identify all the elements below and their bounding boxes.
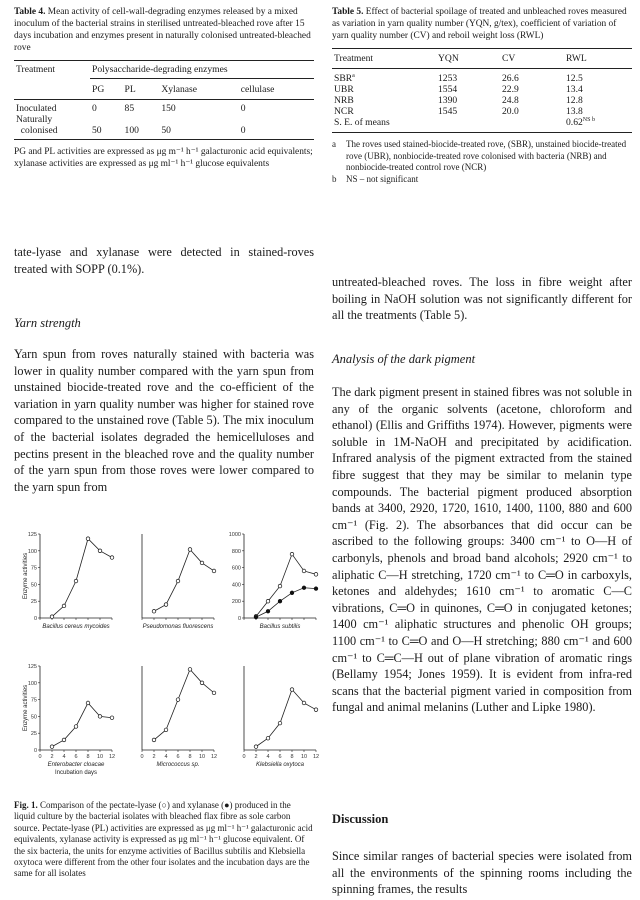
- figure1: [14, 528, 320, 798]
- y-tick-label: 1000: [228, 532, 241, 538]
- y-tick-label: 0: [33, 748, 37, 754]
- data-point: [152, 738, 156, 742]
- figure1-panel-svg: [126, 528, 216, 656]
- data-point: [110, 716, 114, 720]
- series-line: [256, 588, 316, 617]
- data-point: [212, 691, 216, 695]
- data-point: [62, 604, 66, 608]
- table4-cell: 0: [240, 103, 246, 114]
- x-tick-label: 12: [210, 754, 218, 760]
- table4-cell: 50: [161, 125, 171, 136]
- left-paragraph-2: Yarn spun from roves naturally stained with bacteria was lower in quality number compared with the yarn spun from unstained biocide-treated rove and the co-efficient of the variation in yarn quality number was higher for stained rove compared to the unstained rove (Table 5). The mix inoculum of the bacterial isolates degraded the hemicelluloses and pectins present in the bleached rove and the quality number of the yarn spun from those roves were lower compared to the yarn spun from: [14, 347, 314, 494]
- y-tick-label: 75: [30, 697, 37, 704]
- table5-row: [332, 84, 632, 95]
- x-tick-label: 10: [96, 754, 104, 760]
- x-tick-label: 0: [242, 754, 246, 760]
- table4-subcol-xylanase: Xylanase: [159, 79, 238, 96]
- data-point: [152, 609, 156, 613]
- table5-cell: 26.6: [502, 73, 519, 84]
- x-tick-label: 12: [108, 754, 116, 760]
- table5-row: [332, 106, 632, 117]
- x-axis-label: Incubation days: [54, 770, 98, 776]
- table5-row-label: SBR: [334, 73, 353, 85]
- y-tick-label: 25: [30, 599, 37, 606]
- table4-footnote: PG and PL activities are expressed as μg m⁻¹ h⁻¹ galacturonic acid equivalents; xylanase activities are expressed as μg ml⁻¹ h⁻¹ glucose equivalents: [14, 147, 313, 169]
- x-tick-label: 2: [254, 754, 258, 760]
- x-tick-label: 10: [198, 754, 206, 760]
- data-point: [74, 579, 78, 583]
- x-tick-label: 0: [140, 754, 144, 760]
- table4-cell: 0: [92, 103, 97, 114]
- data-point: [164, 728, 168, 732]
- data-point: [314, 573, 318, 577]
- table5-row-sup: a: [352, 73, 355, 79]
- data-point: [50, 745, 54, 749]
- table4-subcol-cellulase: cellulase: [239, 79, 314, 96]
- data-point: [266, 609, 270, 613]
- panel-title: Pseudomonas fluorescens: [142, 624, 214, 630]
- figure1-label: Fig. 1.: [14, 800, 38, 810]
- series-line: [154, 549, 214, 611]
- heading-discussion: Discussion: [332, 812, 389, 826]
- table5-caption-text: Effect of bacterial spoilage of treated and unbleached roves measured as variation in yarn quality number (YQN, g/tex), coefficient of variation of yarn quality number (CV) and reboil weight loss (RWL): [332, 7, 627, 41]
- data-point: [98, 549, 102, 553]
- table4-caption: [14, 6, 314, 54]
- x-tick-label: 6: [176, 754, 180, 760]
- table5-cell: 24.8: [502, 95, 519, 107]
- table4-cell: 50: [92, 125, 102, 136]
- data-point: [200, 561, 204, 565]
- x-tick-label: 4: [266, 754, 270, 760]
- table5-cell: 1390: [438, 95, 458, 107]
- y-tick-label: 600: [231, 565, 241, 572]
- table5-cell: 22.9: [502, 84, 519, 96]
- table4-cell: 0: [240, 125, 246, 136]
- x-tick-label: 8: [188, 754, 192, 760]
- table5-header: Treatment: [334, 53, 374, 64]
- y-tick-label: 0: [33, 616, 37, 622]
- data-point: [86, 701, 90, 705]
- table5-row: [332, 69, 632, 85]
- heading-dark-pigment: Analysis of the dark pigment: [332, 352, 476, 366]
- data-point: [50, 615, 54, 619]
- data-point: [290, 552, 294, 556]
- data-point: [302, 586, 306, 590]
- table4-caption-text: Mean activity of cell-wall-degrading enzymes released by a mixed inoculum of the bacterial strains in sterilised untreated-bleached rove after 15 days incubation and enzymes present in naturally colonised untreated-bleached rove: [14, 7, 311, 53]
- table4-grid: [14, 60, 314, 140]
- x-tick-label: 12: [312, 754, 320, 760]
- data-point: [278, 584, 282, 588]
- table5-footnotes: [332, 139, 632, 185]
- y-tick-label: 50: [30, 582, 37, 589]
- table5-header: CV: [502, 53, 516, 64]
- data-point: [314, 708, 318, 712]
- y-tick-label: 800: [231, 548, 241, 555]
- table5-sem-row: [332, 117, 632, 133]
- data-point: [266, 736, 270, 740]
- y-tick-label: 125: [27, 532, 37, 538]
- table4-col-treatment: Treatment: [16, 64, 56, 75]
- table5-row-label: NCR: [334, 106, 354, 118]
- table5-footnote-a-mark: a: [332, 139, 336, 150]
- panel-title: Bacillus subtilis: [259, 624, 301, 630]
- table5-header: YQN: [438, 53, 459, 64]
- table4-row: [14, 114, 314, 140]
- figure1-panel-svg: [126, 660, 216, 788]
- right-paragraph-1: untreated-bleached roves. The loss in fibre weight after boiling in NaOH solution was not significantly different for all the treatments (Table 5).: [332, 275, 632, 323]
- table4-col-group: Polysaccharide-degrading enzymes: [92, 64, 228, 75]
- table4-label: Table 4.: [14, 7, 46, 17]
- data-point: [176, 579, 180, 583]
- panel-title: Klebsiella oxytoca: [255, 762, 305, 768]
- x-tick-label: 6: [278, 754, 282, 760]
- table4-cell: 100: [124, 125, 139, 136]
- data-point: [98, 715, 102, 719]
- table4-cell: 85: [124, 103, 135, 114]
- x-tick-label: 8: [86, 754, 90, 760]
- table5-cell: 12.8: [566, 95, 583, 107]
- panel-title: Bacillus cereus mycoides: [42, 624, 110, 630]
- y-tick-label: 0: [237, 616, 241, 622]
- table4-row-label: Inoculated: [16, 103, 57, 114]
- panel-title: Micrococcus sp.: [156, 762, 200, 768]
- table5-row: [332, 95, 632, 106]
- right-paragraph-2: The dark pigment present in stained fibres was not soluble in any of the organic solvents (acetone, chloroform and ethanol) (Ellis and Griffiths 1974). However, pigments were soluble in 1M-NaOH and precipitated by acidification. Infrared analysis of the pigment extracted from the stained fibre suggest that they may be similar to melanin type compounds. The bacterial pigment produced absorption bands at 3400, 2920, 1720, 1610, 1400, 1100, 880 and 600 cm⁻¹ (Fig. 2). The absorbances that did occur can be ascribed to the following groups: 3400 cm⁻¹ to O—H of carbonyls, phenols and broad band alcohols; 2920 cm⁻¹ to aliphatic C—H stretching, 1720 cm⁻¹ to C═O in carboxyls, ketones and aldehydes; 1610 cm⁻¹ to aromatic C—C vibrations, C═O in quinones, C═O in conjugated ketones; 1400 cm⁻¹ aliphatic structures and phenolic OH groups; 1100 cm⁻¹ to C═O and O—H stretching; 880 cm⁻¹ and 600 cm⁻¹ to C═C—H out of plane vibration of aromatic rings (Bellamy 1954; Jones 1959). It is evident from infra-red scans that the bacterial pigment varied in composition from fungal and animal melanins (Luther and Lipke 1980).: [332, 385, 632, 715]
- data-point: [290, 591, 294, 595]
- figure1-panel: [126, 528, 216, 661]
- figure1-panel: [228, 660, 318, 793]
- table4-row-label: Naturally: [16, 114, 53, 125]
- table5-cell: 13.4: [566, 84, 583, 96]
- panel-title: Enterobacter cloacae: [47, 762, 105, 768]
- table5-header: RWL: [566, 53, 587, 64]
- table4-cell: 150: [161, 103, 176, 114]
- figure1-panel-svg: [228, 660, 318, 788]
- series-line: [154, 669, 214, 740]
- data-point: [254, 615, 258, 619]
- data-point: [278, 721, 282, 725]
- figure1-panel: [126, 660, 216, 793]
- series-line: [256, 690, 316, 747]
- x-tick-label: 10: [300, 754, 308, 760]
- table4-row: [14, 100, 314, 115]
- series-line: [52, 703, 112, 747]
- data-point: [110, 556, 114, 560]
- table4: [14, 6, 314, 170]
- data-point: [188, 668, 192, 672]
- table4-subcol-pl: PL: [123, 79, 160, 96]
- data-point: [164, 603, 168, 607]
- table5-caption: [332, 6, 632, 42]
- data-point: [254, 745, 258, 749]
- data-point: [212, 569, 216, 573]
- table5-sem-sup: NS b: [582, 117, 595, 124]
- figure1-caption-text: Comparison of the pectate-lyase (○) and xylanase (●) produced in the liquid culture by the bacterial isolates with bleached flax fibre as sole carbon source. Pectate-lyase (PL) activities are expressed as μg ml⁻¹ h⁻¹ galacturonic acid equivalents, xylanase activity is expressed as μg ml⁻¹ h⁻¹ glucose equivalent. Of the six bacteria, the units for enzyme activities of Bacillus subtilis and Klebsiella oxytoca were different from the other four isolates and the incubation days are the same for all isolates: [14, 800, 313, 879]
- y-axis-label: Enzyme activities: [23, 552, 29, 600]
- x-tick-label: 2: [152, 754, 156, 760]
- table5: [332, 6, 632, 185]
- table5-cell: 12.5: [566, 73, 583, 84]
- table5-cell: 1554: [438, 84, 458, 96]
- y-tick-label: 50: [30, 714, 37, 721]
- data-point: [302, 701, 306, 705]
- table5-row-label: UBR: [334, 84, 354, 96]
- data-point: [188, 548, 192, 552]
- data-point: [62, 738, 66, 742]
- y-tick-label: 200: [231, 599, 241, 606]
- x-tick-label: 4: [164, 754, 168, 760]
- x-tick-label: 6: [74, 754, 78, 760]
- table5-footnote-b-mark: b: [332, 173, 337, 184]
- series-line: [256, 554, 316, 616]
- figure1-panel-svg: [228, 528, 318, 656]
- table5-cell: 1253: [438, 73, 458, 84]
- figure1-caption: [14, 800, 314, 880]
- right-paragraph-3: Since similar ranges of bacterial species were isolated from all the environments of the spinning rooms including the spinning frames, the results: [332, 849, 632, 897]
- table5-cell: 20.0: [502, 106, 519, 118]
- x-tick-label: 8: [290, 754, 294, 760]
- table5-label: Table 5.: [332, 7, 364, 17]
- table4-row-label2: colonised: [20, 125, 58, 136]
- y-tick-label: 125: [27, 664, 37, 670]
- y-tick-label: 100: [27, 548, 37, 555]
- data-point: [314, 587, 318, 591]
- data-point: [176, 698, 180, 702]
- figure1-panel-svg: [24, 660, 114, 788]
- data-point: [278, 599, 282, 603]
- x-tick-label: 0: [38, 754, 42, 760]
- table5-grid: [332, 48, 632, 133]
- figure1-panel: [24, 660, 114, 793]
- figure1-panel: [24, 528, 114, 661]
- table5-row-label: NRB: [334, 95, 354, 107]
- x-tick-label: 2: [50, 754, 54, 760]
- x-tick-label: 4: [62, 754, 66, 760]
- table5-footnote-a: The roves used stained-biocide-treated rove, (SBR), unstained biocide-treated rove (UBR), nonbiocide-treated rove colonised with bacteria (NRB) and nonbiocide-treated control rove (NCR): [346, 139, 627, 173]
- data-point: [290, 688, 294, 692]
- figure1-panel: [228, 528, 318, 661]
- table5-sem-label: S. E. of means: [334, 117, 390, 129]
- table5-footnote-b: NS – not significant: [346, 173, 419, 184]
- table5-cell: 13.8: [566, 106, 583, 118]
- y-tick-label: 25: [30, 731, 37, 738]
- data-point: [266, 599, 270, 603]
- table5-sem-value: 0.62: [566, 117, 583, 129]
- table5-cell: 1545: [438, 106, 458, 118]
- data-point: [302, 569, 306, 573]
- data-point: [200, 681, 204, 685]
- left-paragraph-1: tate-lyase and xylanase were detected in stained-roves treated with SOPP (0.1%).: [14, 245, 314, 276]
- figure1-panel-svg: [24, 528, 114, 656]
- series-line: [52, 539, 112, 617]
- y-tick-label: 75: [30, 565, 37, 572]
- heading-yarn-strength: Yarn strength: [14, 316, 81, 330]
- y-tick-label: 400: [231, 582, 241, 589]
- table4-subcol-pg: PG: [90, 79, 123, 96]
- y-tick-label: 100: [27, 680, 37, 687]
- y-axis-label: Enzyme activities: [23, 684, 29, 732]
- data-point: [86, 537, 90, 541]
- data-point: [74, 725, 78, 729]
